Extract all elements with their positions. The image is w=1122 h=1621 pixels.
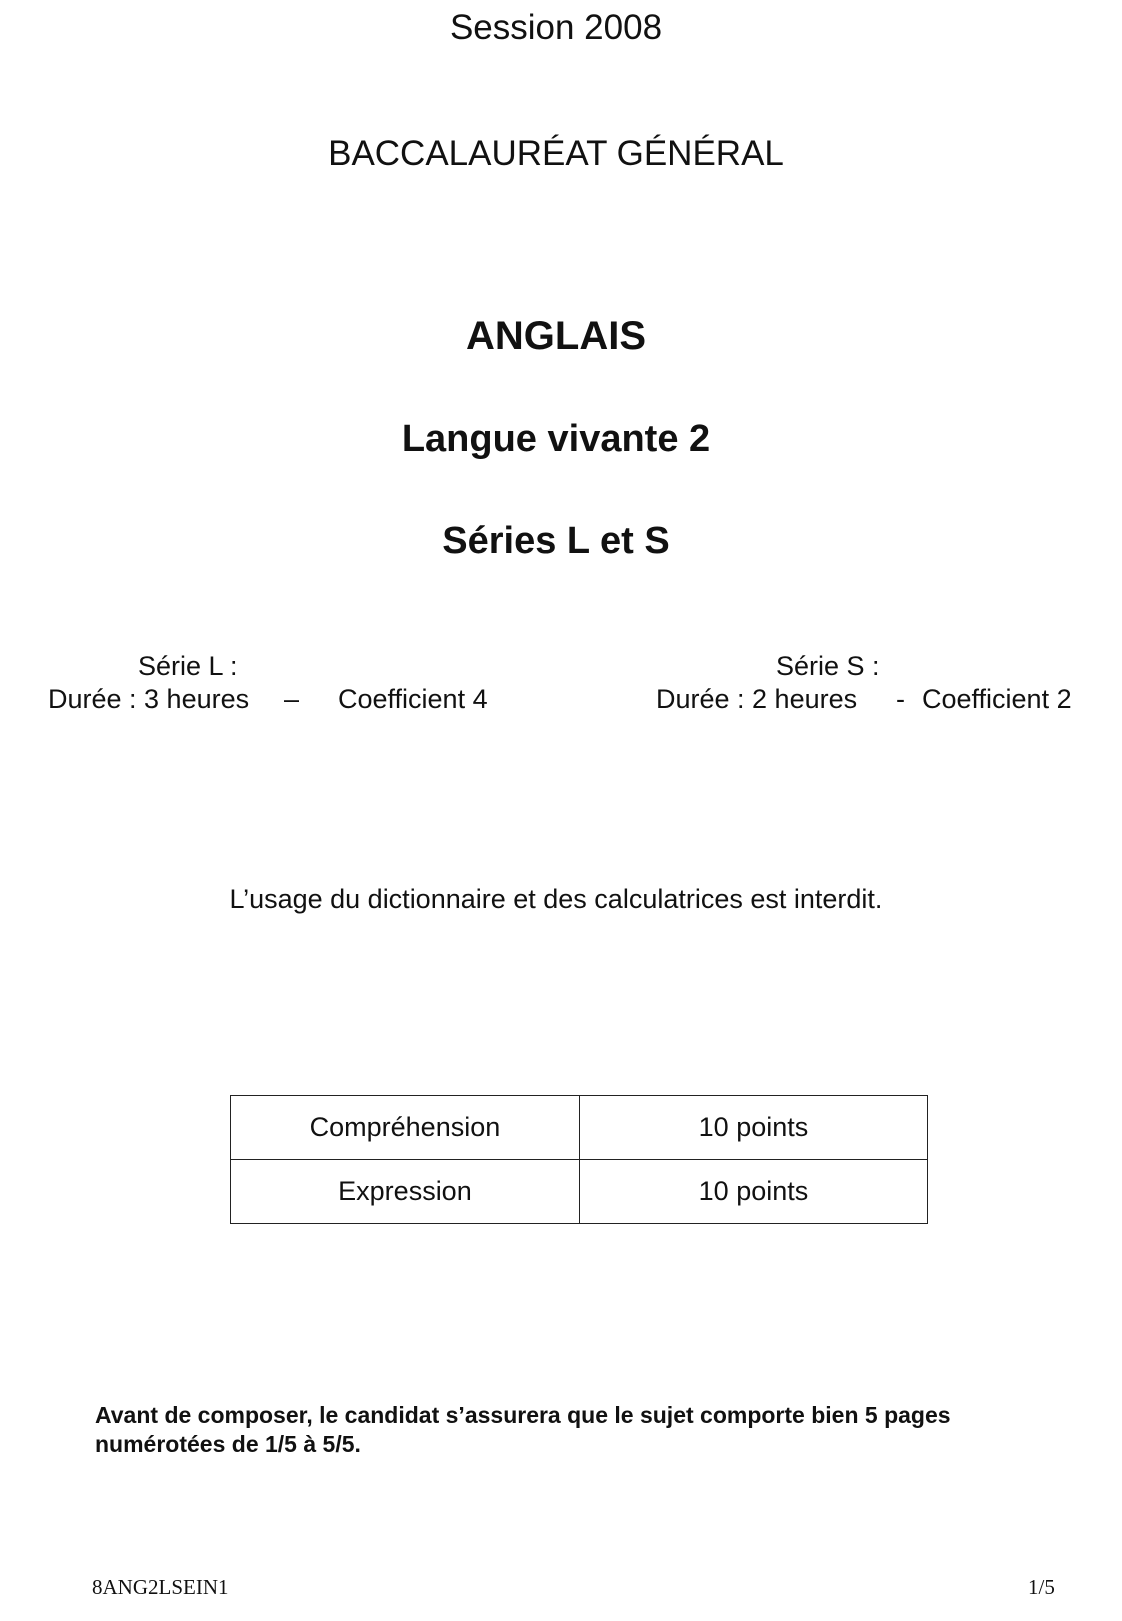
usage-notice: L’usage du dictionnaire et des calculatrices est interdit. <box>229 884 883 914</box>
serie-l-duration: Durée : 3 heures <box>48 684 250 714</box>
section-cell: Compréhension <box>231 1096 580 1160</box>
footer-page-number: 1/5 <box>1028 1575 1055 1599</box>
serie-l-info <box>0 650 560 720</box>
serie-s-coefficient: Coefficient 2 <box>922 684 1072 714</box>
serie-s-info <box>560 650 1122 720</box>
serie-s-name: Série S : <box>776 651 880 681</box>
exam-type-label: BACCALAURÉAT GÉNÉRAL <box>328 134 784 173</box>
instructions-text: Avant de composer, le candidat s’assurera que le sujet comporte bien 5 pages numérotées de 1/5 à 5/5. <box>95 1402 951 1457</box>
serie-s-duration: Durée : 2 heures <box>656 684 858 714</box>
table-row <box>231 1096 928 1160</box>
footer-subject-code: 8ANG2LSEIN1 <box>92 1575 229 1599</box>
serie-l-separator: – <box>284 684 300 714</box>
points-cell: 10 points <box>579 1160 927 1224</box>
series-title: Séries L et S <box>442 520 670 562</box>
serie-l-coefficient: Coefficient 4 <box>338 684 488 714</box>
table-row <box>231 1160 928 1224</box>
scoring-table <box>230 1095 928 1224</box>
section-cell: Expression <box>231 1160 580 1224</box>
subject-title: ANGLAIS <box>466 314 646 358</box>
language-level-title: Langue vivante 2 <box>401 418 711 460</box>
session-label: Session 2008 <box>449 8 663 47</box>
serie-l-name: Série L : <box>138 651 238 681</box>
points-cell: 10 points <box>579 1096 927 1160</box>
serie-s-separator: - <box>896 684 905 714</box>
